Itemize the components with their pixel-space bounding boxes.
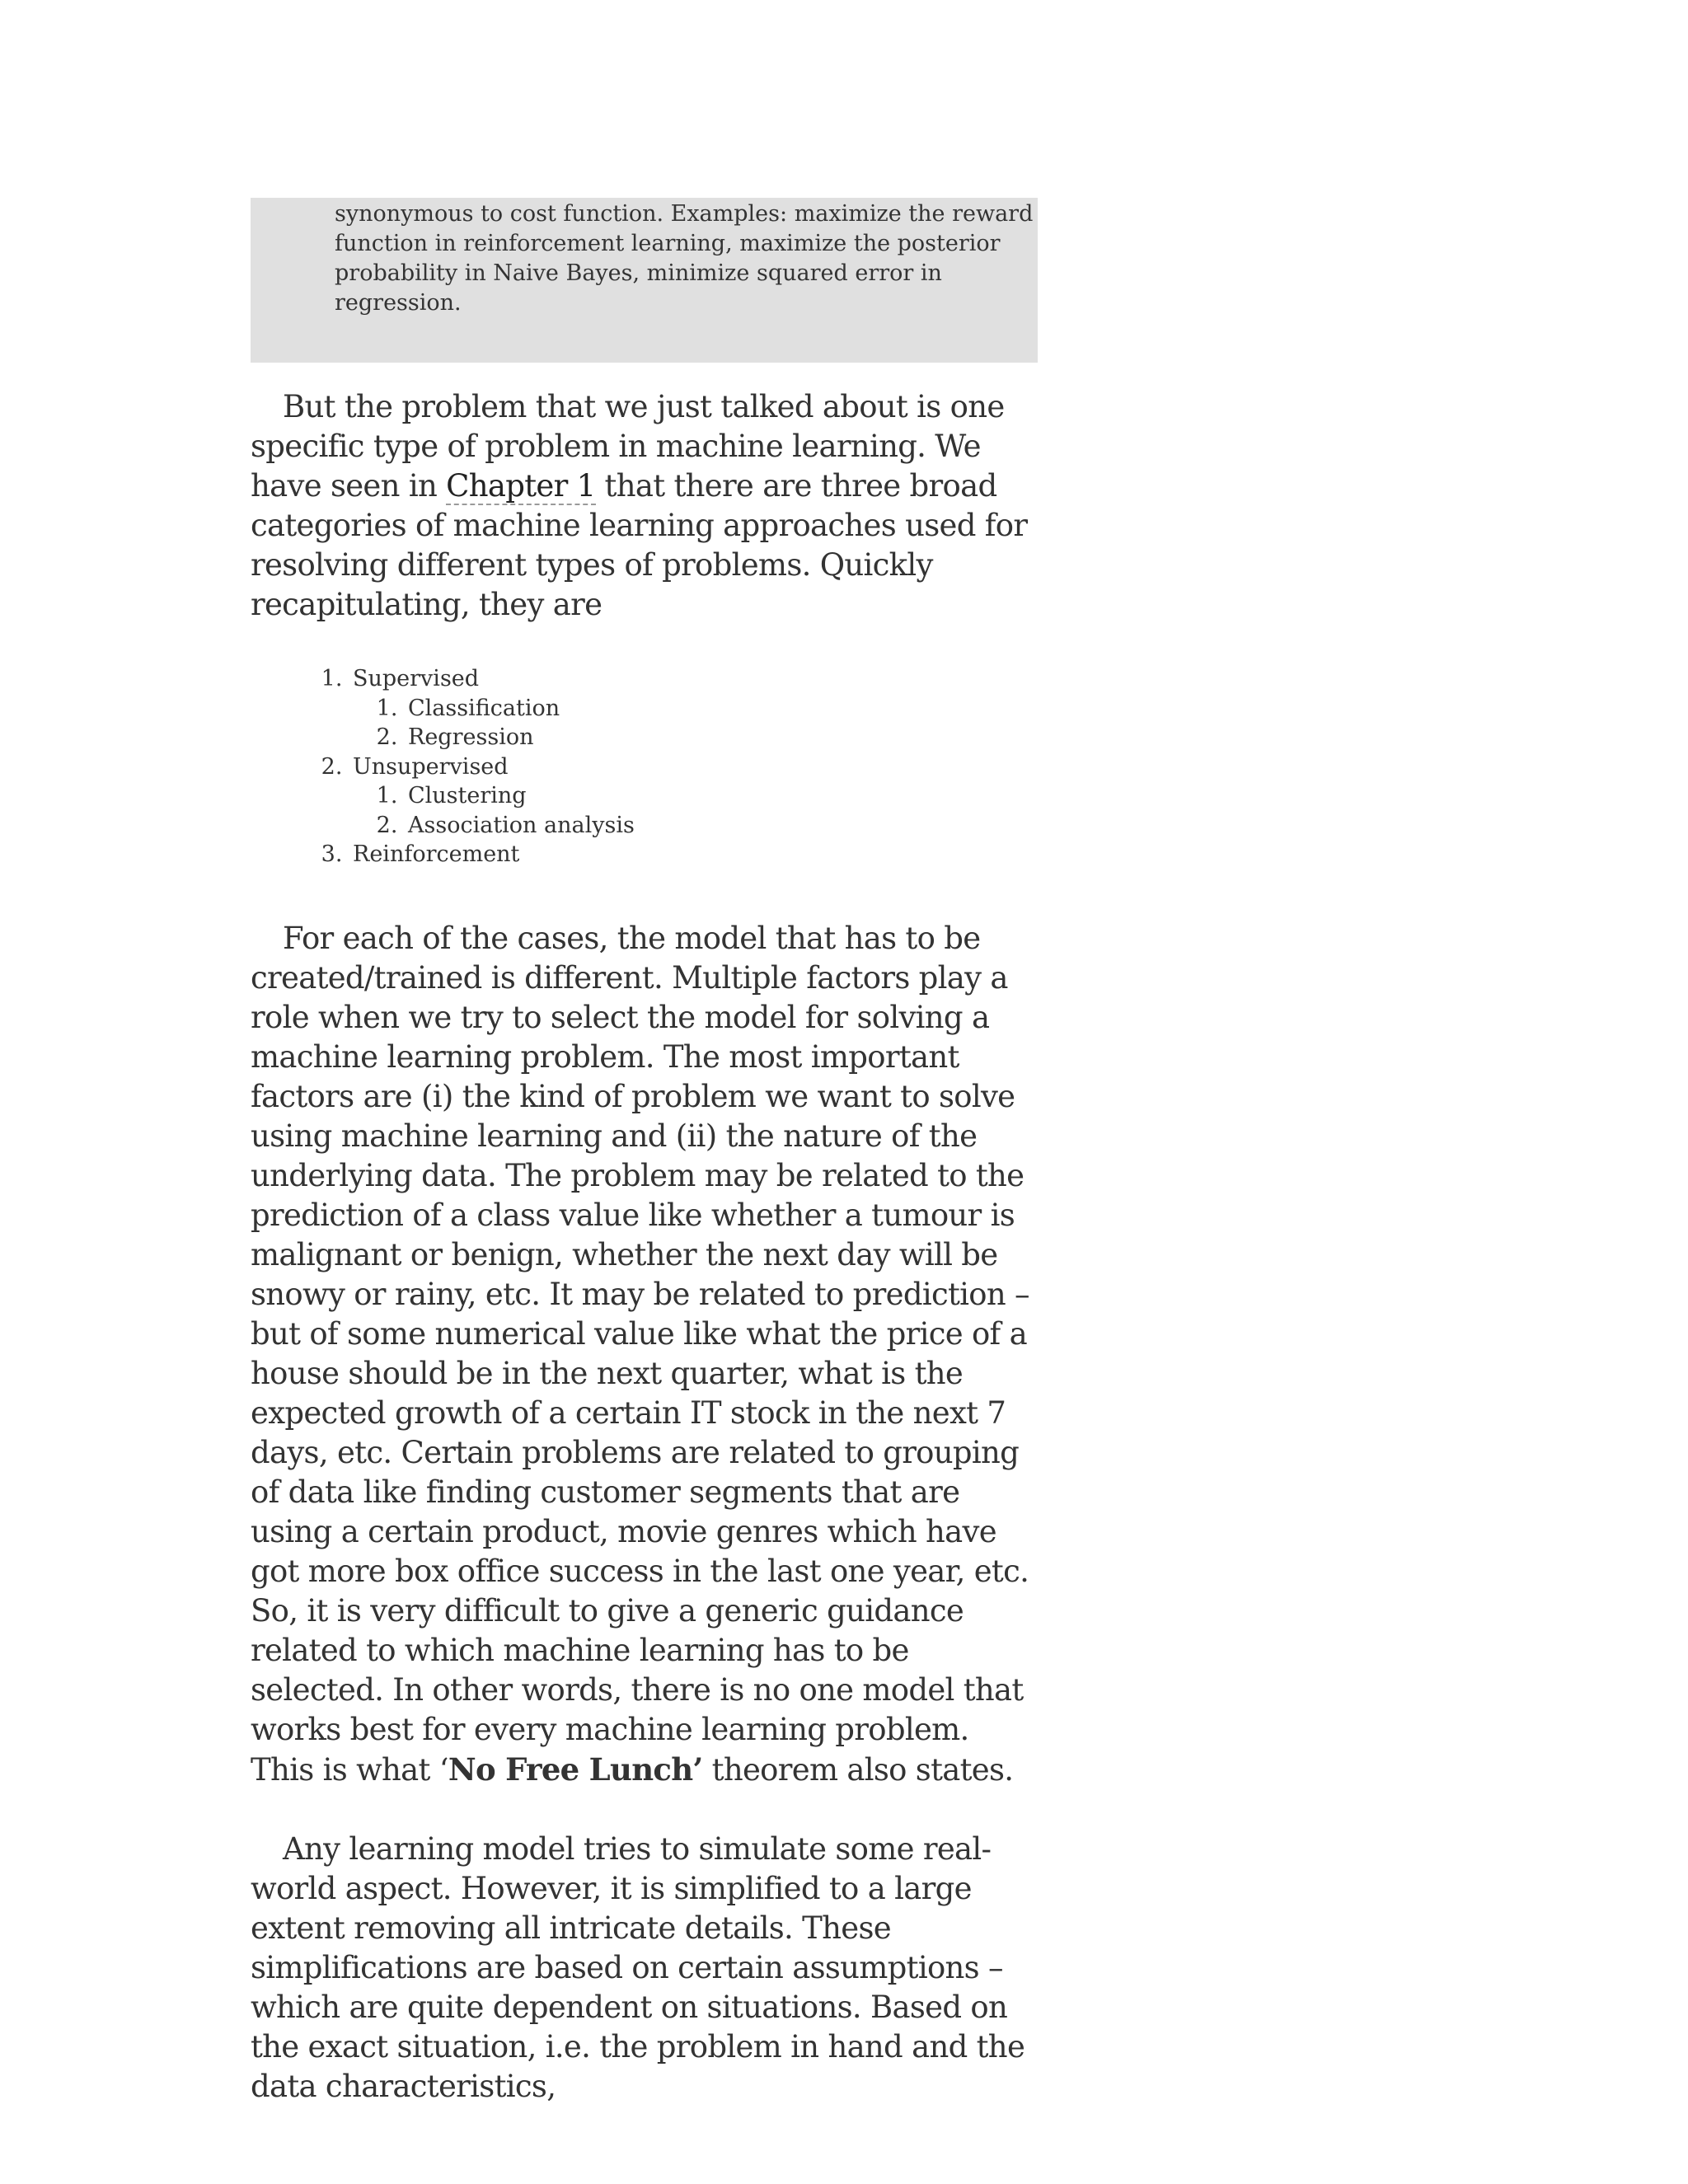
category-label: Unsupervised [353, 753, 509, 780]
categories-list [251, 664, 1038, 869]
list-item [405, 811, 1038, 841]
list-item [405, 694, 1038, 724]
list-item [349, 664, 1038, 752]
category-label: Reinforcement [353, 841, 520, 867]
paragraph-learning-model [251, 1830, 1038, 2107]
paragraph-model-selection [251, 919, 1038, 1790]
note-box [251, 198, 1038, 363]
paragraph-intro-text-1: But the problem that we just talked about is one specific type of problem in machine learning. We have seen in [251, 389, 1005, 504]
sub-list [353, 781, 1038, 840]
subcategory-label: Classification [408, 695, 560, 721]
subcategory-label: Association analysis [408, 812, 635, 838]
note-text: synonymous to cost function. Examples: maximize the reward function in reinforcement learning, maximize the posterior probability in Naive Bayes, minimize squared error in regression. [335, 201, 1034, 316]
paragraph-intro-text-2: that there are three broad categories of machine learning approaches used for resolving different types of problems. Quickly recapitulating, they are [251, 468, 1028, 622]
no-free-lunch-term: No Free Lunch’ [448, 1750, 703, 1788]
subcategory-label: Clustering [408, 783, 527, 808]
chapter-1-link[interactable]: Chapter 1 [446, 468, 596, 504]
list-item [349, 752, 1038, 841]
paragraph-intro [251, 387, 1038, 625]
list-item [349, 840, 1038, 869]
paragraph-model-selection-text: For each of the cases, the model that has to be created/trained is different. Multiple factors play a role when we try to select the model for solving a machine learning problem. The most important factors are (i) the kind of problem we want to solve using machine learning and (ii) the nature of the underlying data. The problem may be related to the prediction of a class value like whether a tumour is malignant or benign, whether the next day will be snowy or rainy, etc. It may be related to prediction – but of some numerical value like what the price of a house should be in the next quarter, what is the expected growth of a certain IT stock in the next 7 days, etc. Certain problems are related to grouping of data like finding customer segments that are using a certain product, movie genres which have got more box office success in the last one year, etc. So, it is very difficult to give a generic guidance related to which machine learning has to be selected. In other words, there is no one model that works best for every machine learning problem. This is what ‘ [251, 920, 1029, 1788]
list-item [405, 781, 1038, 811]
category-label: Supervised [353, 666, 480, 691]
subcategory-label: Regression [408, 724, 534, 750]
list-item [405, 723, 1038, 752]
sub-list [353, 694, 1038, 752]
paragraph-learning-model-text: Any learning model tries to simulate some real-world aspect. However, it is simplified to a large extent removing all intricate details. These simplifications are based on certain assumptions – which are quite dependent on situations. Based on the exact situation, i.e. the problem in hand and the data characteristics, [251, 1830, 1025, 2104]
page-content [251, 198, 1038, 2107]
paragraph-model-selection-end: theorem also states. [702, 1751, 1014, 1788]
